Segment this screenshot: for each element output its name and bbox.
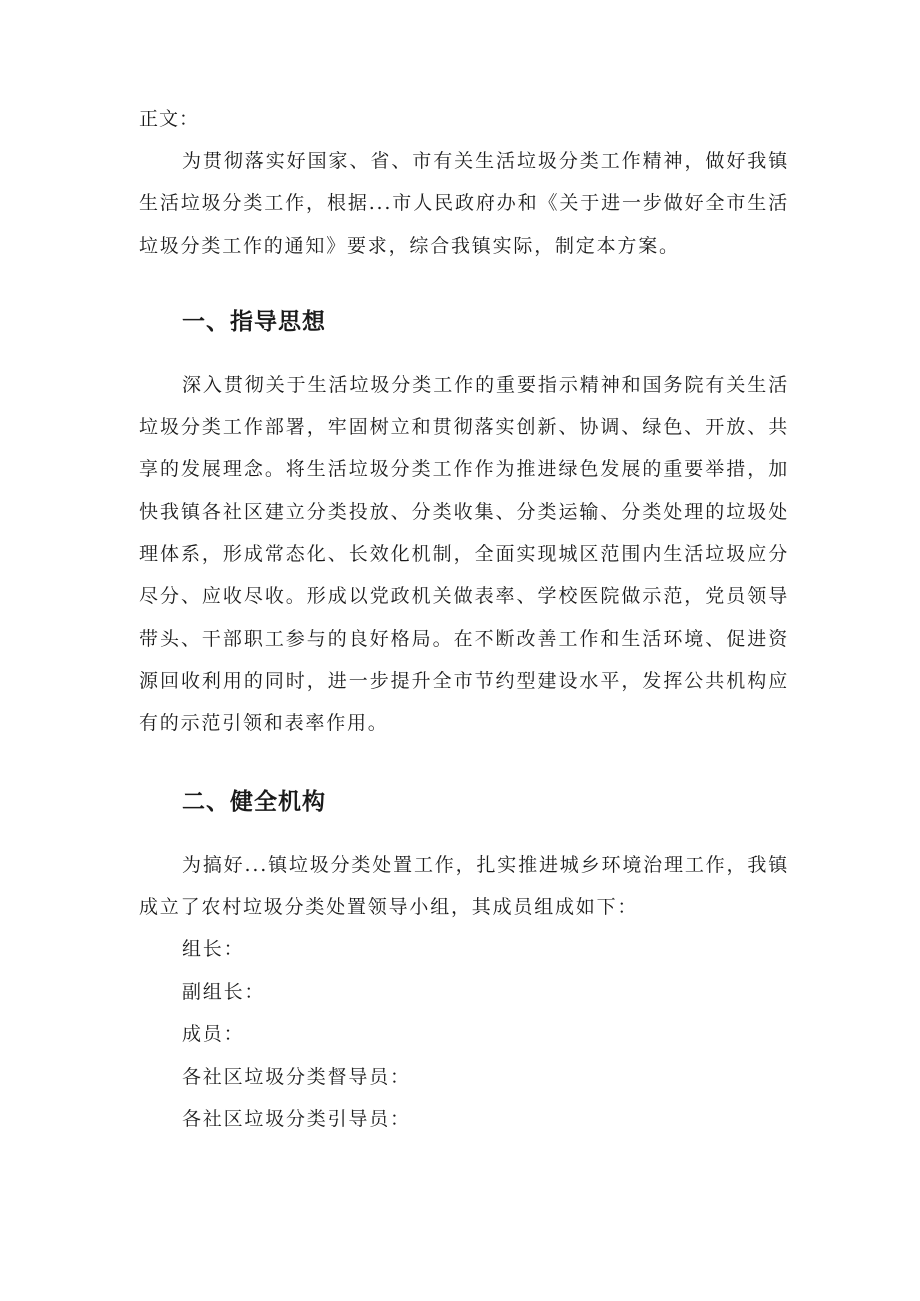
section-heading-organization: 二、健全机构 bbox=[182, 788, 326, 815]
document-body bbox=[139, 98, 789, 1141]
section-heading-guiding-ideology: 一、指导思想 bbox=[182, 308, 326, 335]
intro-paragraph: 为贯彻落实好国家、省、市有关生活垃圾分类工作精神，做好我镇生活垃圾分类工作，根据...市人民政府办和《关于进一步做好全市生活垃圾分类工作的通知》要求，综合我镇实际，制定本方案。 bbox=[139, 150, 789, 257]
member-leader: 组长： bbox=[182, 938, 245, 961]
member-members: 成员： bbox=[182, 1023, 245, 1046]
member-deputy-leader: 副组长： bbox=[182, 980, 266, 1003]
spacer bbox=[139, 267, 789, 302]
member-list bbox=[139, 928, 789, 1141]
spacer bbox=[139, 822, 789, 844]
guiding-ideology-paragraph: 深入贯彻关于生活垃圾分类工作的重要指示精神和国务院有关生活垃圾分类工作部署，牢固树立和贯彻落实创新、协调、绿色、开放、共享的发展理念。将生活垃圾分类工作作为推进绿色发展的重要举措，加快我镇各社区建立分类投放、分类收集、分类运输、分类处理的垃圾处理体系，形成常态化、长效化机制，全面实现城区范围内生活垃圾应分尽分、应收尽收。形成以党政机关做表率、学校医院做示范，党员领导带头、干部职工参与的良好格局。在不断改善工作和生活环境、促进资源回收利用的同时，进一步提升全市节约型建设水平，发挥公共机构应有的示范引领和表率作用。 bbox=[139, 373, 789, 735]
spacer bbox=[139, 342, 789, 364]
spacer bbox=[139, 745, 789, 782]
member-supervisors: 各社区垃圾分类督导员： bbox=[182, 1065, 411, 1088]
member-guides: 各社区垃圾分类引导员： bbox=[182, 1108, 411, 1131]
organization-paragraph: 为搞好...镇垃圾分类处置工作，扎实推进城乡环境治理工作，我镇成立了农村垃圾分类处置领导小组，其成员组成如下： bbox=[139, 853, 789, 918]
body-label: 正文： bbox=[139, 108, 200, 130]
